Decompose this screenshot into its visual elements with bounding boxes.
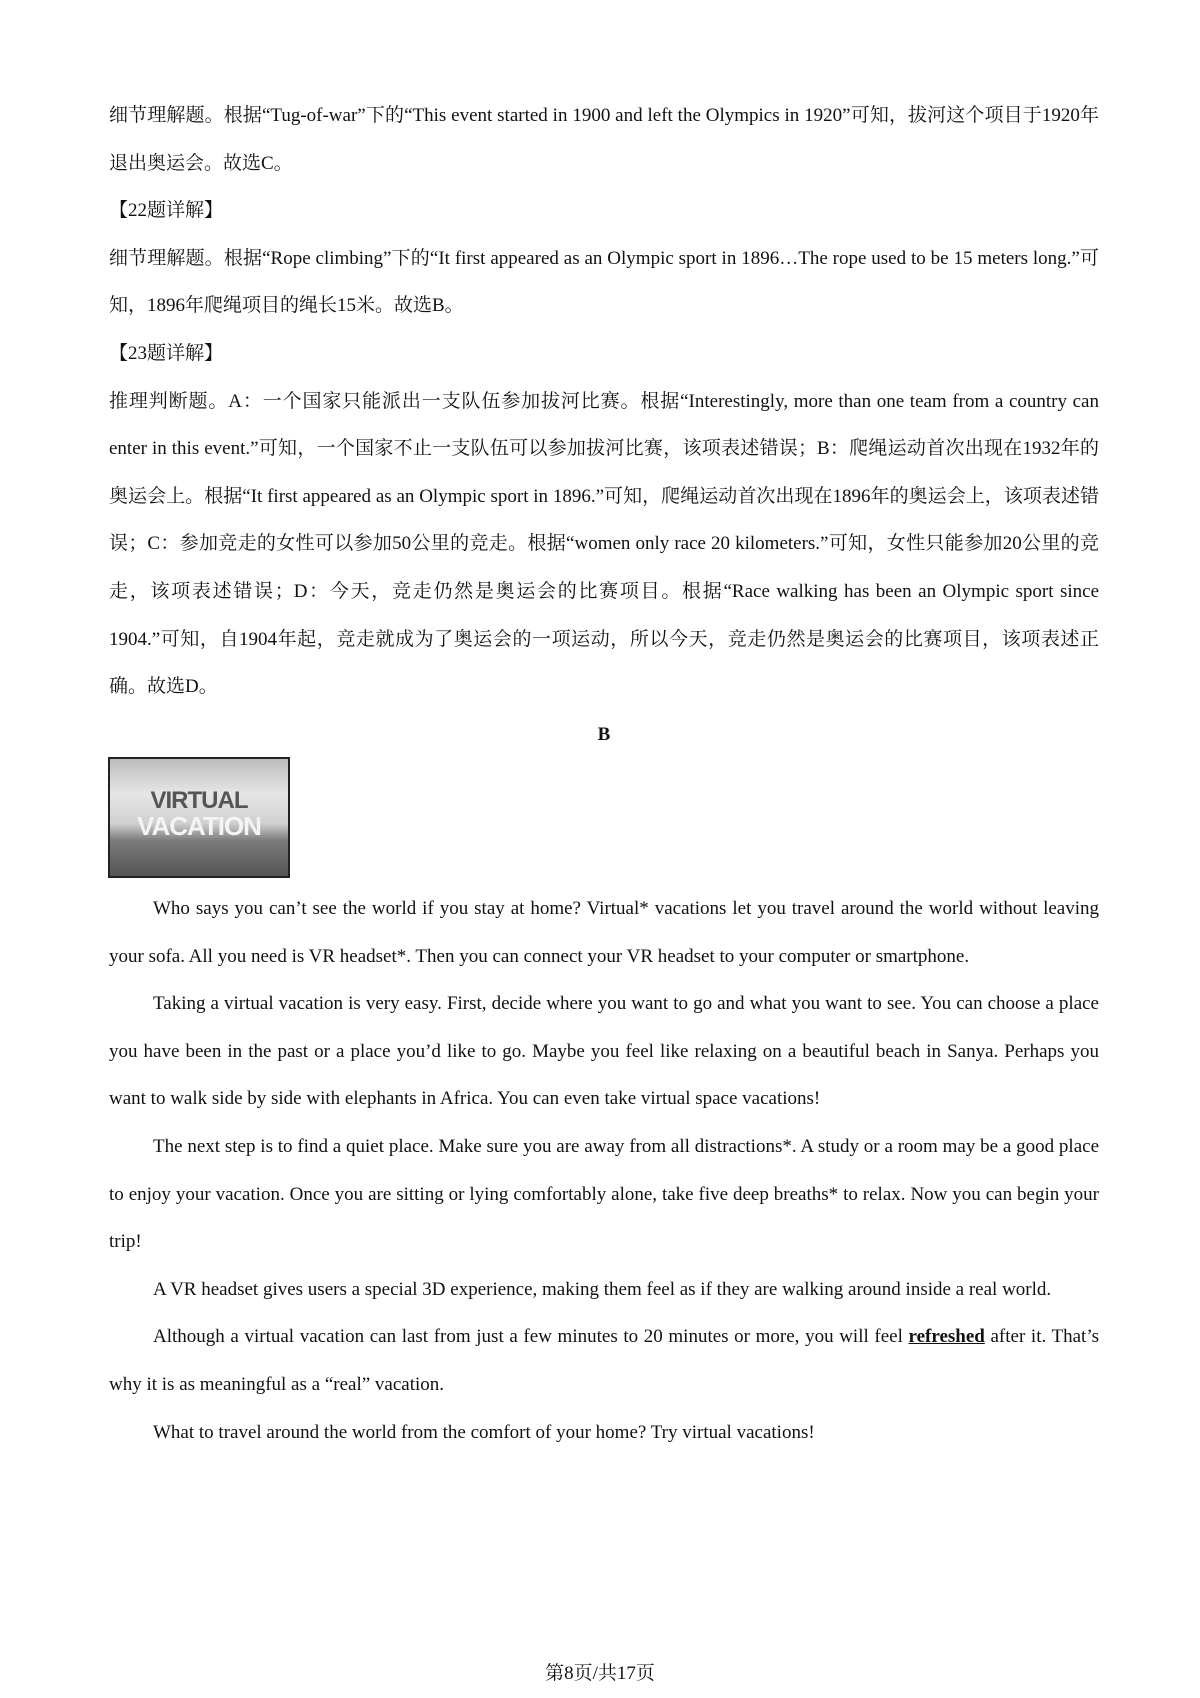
q23-explanation: 推理判断题。A：一个国家只能派出一支队伍参加拔河比赛。根据“Interestingly, more than one team from a country can enter in this event.”可知，一个国家不止一支队伍可以参加拔河比赛，该项表述错误；B：爬绳运动首次出现在1932年的奥运会上。根据“It first appeared as an Olympic sport in 1896.”可知，爬绳运动首次出现在1896年的奥运会上，该项表述错误；C：参加竞走的女性可以参加50公里的竞走。根据“women only race 20 kilometers.”可知，女性只能参加20公里的竞走，该项表述错误；D：今天，竞走仍然是奥运会的比赛项目。根据“Race walking has been an Olympic sport since 1904.”可知，自1904年起，竞走就成为了奥运会的一项运动，所以今天，竞走仍然是奥运会的比赛项目，该项表述正确。故选D。 [109, 390, 1099, 698]
q22-explanation: 细节理解题。根据“Rope climbing”下的“It first appeared as an Olympic sport in 1896…The rope used to be 15 meters long.”可知，1896年爬绳项目的绳长15米。故选B。 [109, 247, 1099, 317]
para5-text: Although a virtual vacation can last from just a few minutes to 20 minutes or more, you will feel [153, 1326, 909, 1348]
image-caption-line1: VIRTUAL [150, 787, 248, 814]
q22-heading: 【22题详解】 [109, 200, 224, 222]
para5-text-end: after it. That’s why it is as meaningful as a “real” vacation. [109, 1326, 1099, 1395]
image-caption-line2: VACATION [137, 811, 261, 841]
q23-heading: 【23题详解】 [109, 342, 224, 364]
passage-paragraph: A VR headset gives users a special 3D experience, making them feel as if they are walking around inside a real world. [153, 1278, 1052, 1300]
passage-closing: What to travel around the world from the comfort of your home? Try virtual vacations! [153, 1421, 815, 1443]
reading-passage [109, 885, 1099, 1456]
passage-paragraph: Taking a virtual vacation is very easy. First, decide where you want to go and what you want to see. You can choose a place you have been in the past or a place you’d like to go. Maybe you feel like relaxing on a beautiful beach in Sanya. Perhaps you want to walk side by side with elephants in Africa. You can even take virtual space vacations! [109, 993, 1099, 1110]
answer-explanations [109, 92, 1099, 758]
page-footer: 第8页/共17页 [545, 1663, 655, 1684]
q21-explanation: 细节理解题。根据“Tug-of-war”下的“This event started in 1900 and left the Olympics in 1920”可知，拔河这个项目于1920年退出奥运会。故选C。 [109, 105, 1099, 174]
underlined-word: refreshed [908, 1326, 985, 1348]
virtual-vacation-image [108, 757, 290, 878]
passage-paragraph: The next step is to find a quiet place. Make sure you are away from all distractions*. A study or a room may be a good place to enjoy your vacation. Once you are sitting or lying comfortably alone, take five deep breaths* to relax. Now you can begin your trip! [109, 1135, 1099, 1253]
passage-paragraph: Who says you can’t see the world if you stay at home? Virtual* vacations let you travel around the world without leaving your sofa. All you need is VR headset*. Then you can connect your VR headset to your computer or smartphone. [109, 898, 1099, 967]
passage-paragraph [109, 1313, 1099, 1408]
section-label: B [597, 723, 611, 745]
